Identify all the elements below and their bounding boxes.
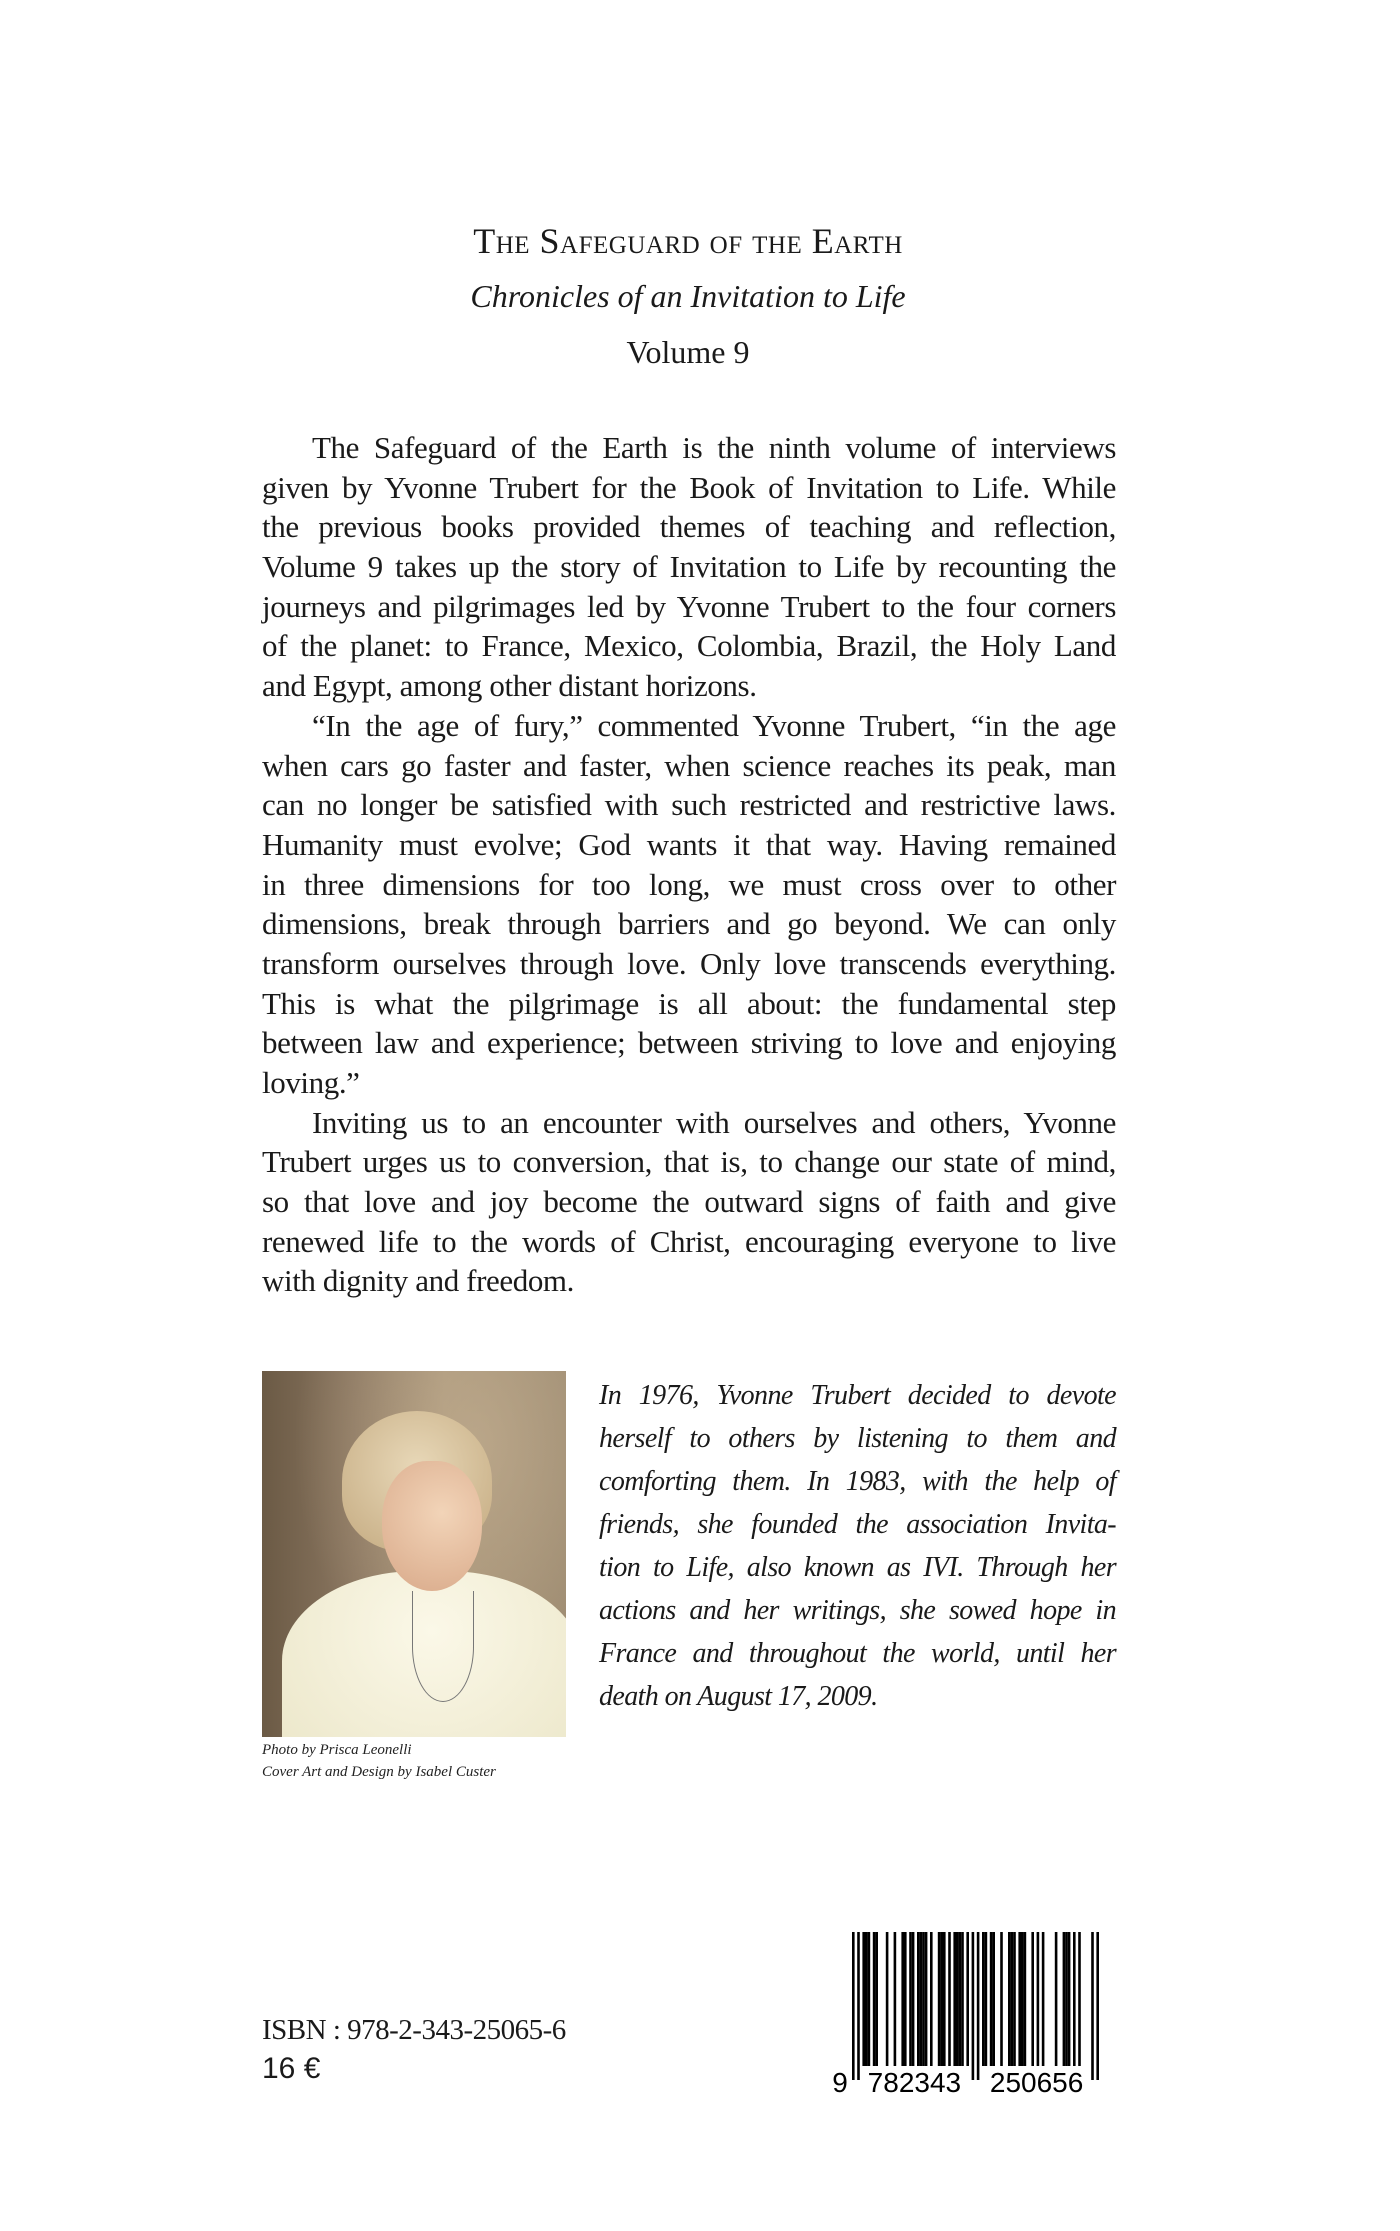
barcode-bar	[1000, 1932, 1003, 2066]
barcode-bar	[1063, 1932, 1066, 2066]
bio-line: France and throughout the world, until her	[599, 1638, 1116, 1669]
barcode-bar	[894, 1932, 897, 2066]
bio-line: tion to Life, also known as IVI. Through her	[599, 1552, 1116, 1583]
barcode-bar	[938, 1932, 941, 2066]
bio-line: friends, she founded the association Invita-	[599, 1509, 1116, 1540]
blurb-line: The Safeguard of the Earth is the ninth volume of interviews	[312, 430, 1116, 465]
bio-line: herself to others by listening to them and	[599, 1423, 1116, 1454]
book-title: The Safeguard of the Earth	[473, 221, 903, 261]
blurb-line: transform ourselves through love. Only love transcends everything.	[262, 945, 1116, 981]
barcode-bar	[1018, 1932, 1021, 2066]
blurb-line: the previous books provided themes of teaching and reflection,	[262, 509, 1116, 545]
blurb-line: given by Yvonne Trubert for the Book of Invitation to Life. While	[262, 469, 1116, 505]
bio-line: actions and her writings, she sowed hope in	[599, 1595, 1116, 1626]
blurb-line: of the planet: to France, Mexico, Colombia, Brazil, the Holy Land	[262, 628, 1116, 664]
barcode-bar	[1096, 1932, 1099, 2080]
barcode-bar	[982, 1932, 985, 2066]
design-credit: Cover Art and Design by Isabel Custer	[262, 1764, 496, 1780]
blurb-line: and Egypt, among other distant horizons.	[262, 668, 757, 704]
barcode-digits: 9	[832, 2067, 848, 2098]
barcode-bar	[1073, 1932, 1076, 2066]
barcode-bar	[886, 1932, 889, 2066]
blurb-line: Volume 9 takes up the story of Invitation to Life by recounting the	[262, 549, 1116, 585]
photo-credit: Photo by Prisca Leonelli	[262, 1742, 412, 1758]
barcode-digits: 782343	[867, 2067, 962, 2098]
blurb-line: journeys and pilgrimages led by Yvonne Trubert to the four corners	[262, 588, 1116, 624]
barcode-bar	[862, 1932, 865, 2066]
barcode-bar	[912, 1932, 915, 2066]
barcode-bar	[943, 1932, 946, 2066]
volume-number: Volume 9	[626, 334, 750, 370]
barcode-bar	[956, 1932, 959, 2066]
blurb-line: with dignity and freedom.	[262, 1263, 574, 1299]
bio-line: comforting them. In 1983, with the help of	[599, 1466, 1116, 1497]
isbn: ISBN : 978-2-343-25065-6	[262, 2014, 566, 2046]
book-subtitle: Chronicles of an Invitation to Life	[470, 278, 906, 314]
barcode-bar	[966, 1932, 969, 2066]
author-photo	[262, 1371, 566, 1737]
blurb-line: can no longer be satisfied with such restricted and restrictive laws.	[262, 787, 1116, 823]
blurb-line: Humanity must evolve; God wants it that way. Having remained	[262, 826, 1116, 862]
barcode-bar	[917, 1932, 920, 2066]
blurb-line: between law and experience; between striving to love and enjoying	[262, 1025, 1116, 1061]
barcode-bar	[857, 1932, 860, 2080]
barcode-bar	[868, 1932, 871, 2066]
barcode-bar	[1091, 1932, 1094, 2080]
barcode-bar	[992, 1932, 995, 2066]
barcode-bar	[1055, 1932, 1058, 2066]
blurb-line: dimensions, break through barriers and go beyond. We can only	[262, 906, 1116, 942]
barcode-bar	[901, 1932, 904, 2066]
back-cover-blurb	[262, 428, 1116, 1301]
blurb-line: loving.”	[262, 1065, 360, 1100]
price: 16 €	[262, 2052, 321, 2085]
barcode-bar	[873, 1932, 876, 2066]
barcode-bar	[977, 1932, 980, 2080]
blurb-line: “In the age of fury,” commented Yvonne Trubert, “in the age	[312, 707, 1116, 743]
barcode-bar	[922, 1932, 925, 2066]
barcode-bar	[1031, 1932, 1034, 2066]
barcode-bar	[1065, 1932, 1068, 2066]
barcode-bar	[1037, 1932, 1040, 2066]
barcode-bar	[948, 1932, 951, 2066]
blurb-line: when cars go faster and faster, when science reaches its peak, man	[262, 747, 1116, 783]
barcode-bar	[1068, 1932, 1071, 2066]
bio-line: death on August 17, 2009.	[599, 1681, 878, 1712]
barcode-bar	[1011, 1932, 1014, 2066]
barcode-bar	[953, 1932, 956, 2066]
barcode-bar	[985, 1932, 988, 2066]
barcode-bar	[852, 1932, 855, 2080]
barcode-bar	[920, 1932, 923, 2066]
bio-line: In 1976, Yvonne Trubert decided to devote	[599, 1380, 1116, 1411]
barcode-bar	[865, 1932, 868, 2066]
barcode-bar	[990, 1932, 993, 2066]
blurb-line: in three dimensions for too long, we must cross over to other	[262, 866, 1116, 902]
barcode-bar	[959, 1932, 962, 2066]
barcode-bar	[909, 1932, 912, 2066]
blurb-line: renewed life to the words of Christ, encouraging everyone to live	[262, 1223, 1116, 1259]
barcode-bar	[930, 1932, 933, 2066]
barcode-bar	[1008, 1932, 1011, 2066]
blurb-line: Inviting us to an encounter with ourselves and others, Yvonne	[312, 1104, 1116, 1140]
barcode-bar	[1042, 1932, 1045, 2066]
author-bio	[599, 1374, 1116, 1718]
barcode-bar	[1078, 1932, 1081, 2066]
barcode-bar	[875, 1932, 878, 2066]
barcode-bar	[972, 1932, 975, 2080]
blurb-line: so that love and joy become the outward signs of faith and give	[262, 1184, 1116, 1220]
barcode-bar	[961, 1932, 964, 2066]
barcode-digits: 250656	[989, 2067, 1084, 2098]
barcode-bar	[1024, 1932, 1027, 2066]
blurb-line: This is what the pilgrimage is all about: the fundamental step	[262, 985, 1116, 1021]
blurb-line: Trubert urges us to conversion, that is, to change our state of mind,	[262, 1144, 1116, 1180]
barcode	[830, 1928, 1120, 2098]
barcode-bar	[1013, 1932, 1016, 2066]
barcode-bar	[1021, 1932, 1024, 2066]
barcode-bar	[925, 1932, 928, 2066]
barcode-bar	[904, 1932, 907, 2066]
barcode-bar	[940, 1932, 943, 2066]
